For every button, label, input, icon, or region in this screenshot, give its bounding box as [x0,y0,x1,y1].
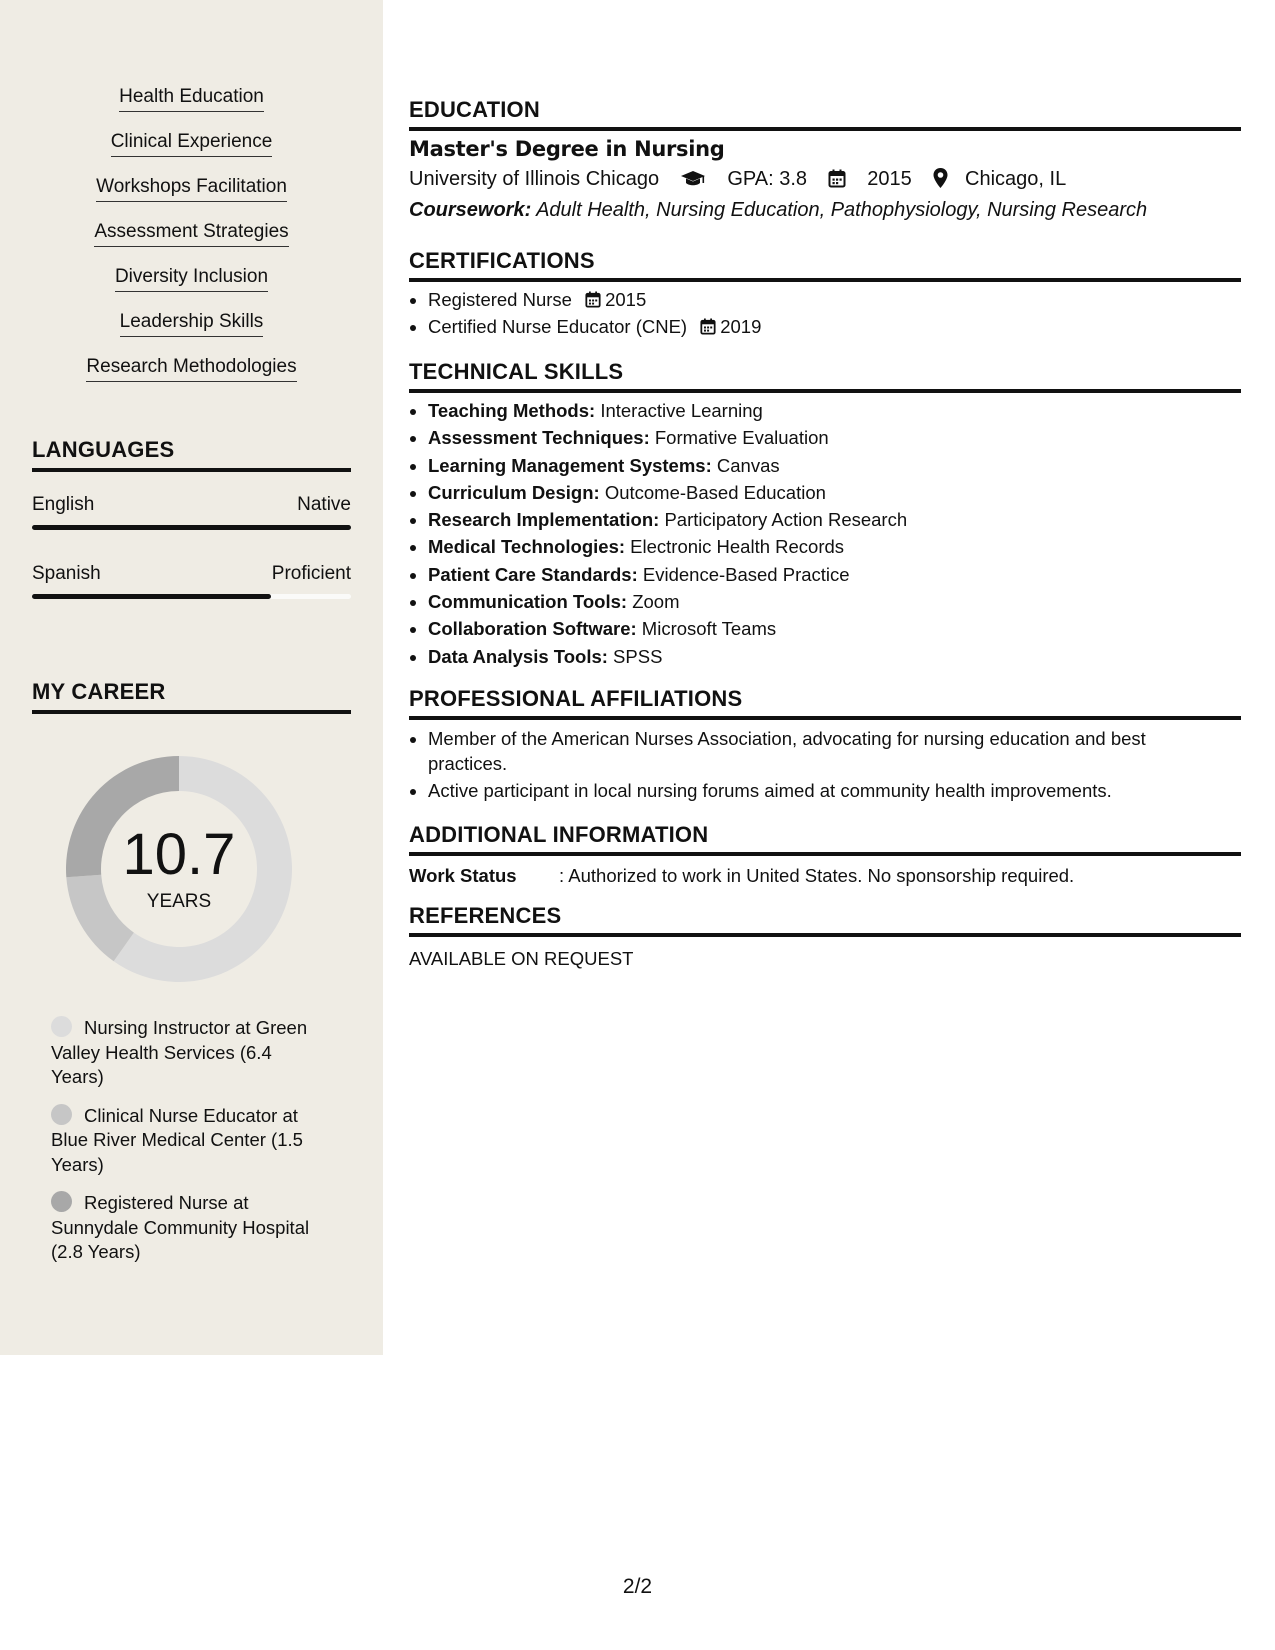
coursework [409,199,1147,222]
technical-skill-value: Participatory Action Research [664,509,908,531]
skill-label: Diversity Inclusion [115,266,268,292]
technical-skill-item [428,588,1228,615]
certification-name: Registered Nurse [428,289,572,310]
technical-skill-label: Collaboration Software: [428,618,637,640]
university-name: University of Illinois Chicago [409,168,660,190]
technical-skill-item [428,452,1228,479]
certification-item [428,313,1228,340]
career-donut-center [66,822,292,913]
work-status-label: Work Status [409,865,517,886]
certification-item [428,286,1228,313]
affiliation-item: • Active participant in local nursing forums aimed at community health improvements. [428,779,1228,804]
language-name: English [32,494,95,515]
skill-label: Assessment Strategies [94,221,288,247]
skill-item [0,131,383,176]
graduation-year: 2015 [867,168,912,190]
career-total-unit: YEARS [146,891,212,912]
technical-skill-value: Interactive Learning [600,400,763,421]
affiliations-list [409,727,1228,806]
language-bar-track [32,525,351,530]
career-legend-item [51,1191,321,1265]
coursework-label: Coursework: [409,199,532,221]
skill-label: Research Methodologies [86,356,296,382]
skill-label: Leadership Skills [120,311,264,337]
technical-skill-item [428,397,1228,424]
technical-skill-item [428,479,1228,506]
technical-skills-heading: TECHNICAL SKILLS [409,359,1241,393]
technical-skill-value: Outcome-Based Education [604,481,826,503]
technical-skill-value: Microsoft Teams [641,618,777,640]
career-legend-item [51,1104,321,1178]
certifications-list [409,286,1228,340]
language-bar-track [32,594,351,599]
technical-skill-value: Canvas [716,454,780,476]
technical-skill-item [428,643,1228,670]
calendar-icon [828,169,846,188]
affiliations-heading: PROFESSIONAL AFFILIATIONS [409,686,1241,720]
language-name: Spanish [32,563,101,584]
technical-skill-value: SPSS [613,645,663,667]
career-legend-label: Registered Nurse at Sunnydale Community Hospital (2.8 Years) [51,1192,310,1262]
technical-skill-label: Teaching Methods: [428,400,596,421]
technical-skills-list [409,397,1228,670]
language-level: Native [297,494,351,515]
work-status [409,865,1074,887]
technical-skill-label: Medical Technologies: [428,536,626,558]
technical-skill-item [428,506,1228,533]
calendar-icon [585,291,601,308]
skill-item [0,221,383,266]
skill-item [0,266,383,311]
sidebar [0,0,383,1355]
skill-label: Clinical Experience [111,131,273,157]
career-heading: MY CAREER [32,679,351,714]
language-level: Proficient [271,563,351,584]
skill-label: Health Education [119,86,264,112]
certifications-heading: CERTIFICATIONS [409,248,1241,282]
technical-skill-label: Curriculum Design: [428,481,600,503]
education-meta [409,168,1066,191]
language-bar-fill [32,594,271,599]
career-legend-item [51,1016,321,1090]
technical-skill-item [428,615,1228,642]
career-legend [51,1016,321,1279]
skill-item [0,176,383,221]
technical-skill-label: Research Implementation: [428,509,660,531]
skill-list [0,86,383,401]
location-pin-icon [933,168,948,188]
references-heading: REFERENCES [409,903,1241,937]
legend-dot [51,1191,72,1212]
technical-skill-item [428,424,1228,451]
technical-skill-label: Assessment Techniques: [428,427,650,449]
certification-year: 2015 [605,289,647,310]
technical-skill-label: Learning Management Systems: [428,454,712,476]
education-location: Chicago, IL [965,168,1067,190]
page-number: 2/2 [622,1575,653,1598]
legend-dot [51,1104,72,1125]
technical-skill-item [428,533,1228,560]
calendar-icon [700,318,716,335]
technical-skill-label: Communication Tools: [428,591,628,613]
skill-item [0,356,383,401]
legend-dot [51,1016,72,1037]
skill-item [0,311,383,356]
additional-info-heading: ADDITIONAL INFORMATION [409,822,1241,856]
career-legend-label: Clinical Nurse Educator at Blue River Medical Center (1.5 Years) [51,1104,303,1175]
technical-skill-value: Electronic Health Records [630,536,845,558]
languages-heading: LANGUAGES [32,437,351,472]
degree-title: Master's Degree in Nursing [409,137,725,161]
certification-year: 2019 [720,316,762,337]
language-bar-fill [32,525,351,530]
career-legend-label: Nursing Instructor at Green Valley Health Services (6.4 Years) [51,1017,308,1087]
career-total-years: 10.7 [122,822,236,887]
technical-skill-label: Data Analysis Tools: [428,645,608,667]
certification-name: Certified Nurse Educator (CNE) [428,316,688,337]
graduation-cap-icon [680,170,706,188]
technical-skill-value: Formative Evaluation [654,427,829,449]
work-status-value: : Authorized to work in United States. No sponsorship required. [559,865,1075,886]
technical-skill-item [428,561,1228,588]
coursework-list: Adult Health, Nursing Education, Pathophysiology, Nursing Research [536,199,1148,221]
gpa: GPA: 3.8 [727,168,808,190]
skill-item [0,86,383,131]
technical-skill-label: Patient Care Standards: [428,563,638,585]
skill-label: Workshops Facilitation [96,176,287,202]
technical-skill-value: Zoom [632,591,680,613]
education-heading: EDUCATION [409,97,1241,131]
technical-skill-value: Evidence-Based Practice [642,563,850,585]
affiliation-item: • Member of the American Nurses Association, advocating for nursing education and best practices. [428,727,1228,776]
references-text: AVAILABLE ON REQUEST [409,948,634,969]
